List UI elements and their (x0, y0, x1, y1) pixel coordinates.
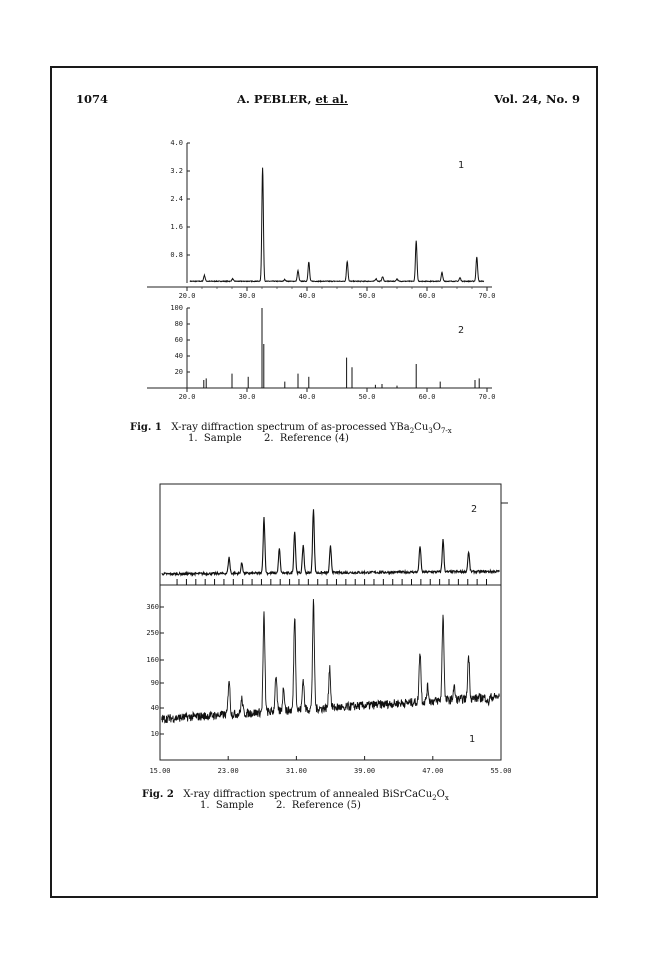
fig1-caption-text: X-ray diffraction spectrum of as-processed YBa (171, 422, 410, 433)
fig2-caption-text: X-ray diffraction spectrum of annealed BiSrCaCu (183, 789, 433, 800)
fig1-sub3: 7-x (440, 427, 452, 435)
fig1-p1-xtick-label: 40.0 (298, 292, 316, 300)
fig1-cu: Cu (414, 422, 429, 433)
fig1-p1-xtick-label: 60.0 (418, 292, 436, 300)
volume-info: Vol. 24, No. 9 (494, 92, 580, 106)
page-number: 1074 (76, 92, 109, 106)
fig2-ytick-label: 160 (146, 656, 159, 664)
fig2-plot-frame (160, 484, 501, 760)
fig1-p2-ytick-label: 20 (174, 368, 183, 376)
fig1-p2-xtick-label: 70.0 (478, 393, 496, 401)
fig1-p1-ytick-label: 1.6 (170, 223, 183, 231)
fig2-panel1-label: 1 (468, 734, 476, 745)
fig2-sub2: x (444, 794, 449, 802)
fig1-sub1: 2 (409, 427, 415, 435)
fig2-xtick-label: 47.00 (422, 767, 444, 775)
fig2-sample-trace (162, 599, 500, 723)
fig1-o: O (432, 422, 441, 433)
fig2-ytick-label: 10 (150, 730, 159, 738)
fig1-p2-ytick-label: 80 (174, 320, 183, 328)
fig1-p1-xtick-label: 30.0 (238, 292, 256, 300)
fig2-xtick-label: 31.00 (285, 767, 307, 775)
fig2-xtick-label: 39.00 (354, 767, 376, 775)
fig1-p1-ytick-label: 2.4 (170, 195, 183, 203)
fig2-ytick-label: 250 (146, 629, 159, 637)
fig2-ytick-label: 360 (146, 603, 159, 611)
fig1-caption-label: Fig. 1 (130, 422, 162, 433)
fig2-xtick-label: 23.00 (217, 767, 239, 775)
fig2-sub1: 2 (432, 794, 437, 802)
fig2-xtick-label: 55.00 (490, 767, 512, 775)
fig1-p2-xtick-label: 30.0 (238, 393, 256, 401)
authors: A. PEBLER, (237, 92, 316, 106)
fig1-p1-ytick-label: 3.2 (170, 167, 183, 175)
fig1-p1-xtick-label: 70.0 (478, 292, 496, 300)
fig2-panel2-label: 2 (470, 504, 478, 515)
fig1-p2-xtick-label: 50.0 (358, 393, 376, 401)
fig1-p1-xtick-label: 50.0 (358, 292, 376, 300)
fig1-p2-xtick-label: 60.0 (418, 393, 436, 401)
fig1-panel2-label: 2 (457, 325, 465, 336)
fig1-panel1-label: 1 (457, 160, 465, 171)
fig2-caption-line2: 1. Sample 2. Reference (5) (200, 800, 361, 811)
fig1-p1-xtick-label: 20.0 (178, 292, 196, 300)
fig1-sub2: 3 (428, 427, 433, 435)
fig2-o: O (436, 789, 445, 800)
fig1-p1-ytick-label: 4.0 (170, 139, 183, 147)
fig1-caption-line2: 1. Sample 2. Reference (4) (188, 433, 349, 444)
fig1-p2-xtick-label: 40.0 (298, 393, 316, 401)
fig1-p1-ytick-label: 0.8 (170, 251, 183, 259)
fig1-p2-ytick-label: 40 (174, 352, 183, 360)
fig1-p2-ytick-label: 100 (170, 304, 183, 312)
fig1-p2-ytick-label: 60 (174, 336, 183, 344)
fig1-sample-trace (190, 168, 484, 282)
fig2-ytick-label: 40 (150, 704, 159, 712)
fig1-p2-xtick-label: 20.0 (178, 393, 196, 401)
fig2-reference-trace (162, 509, 500, 575)
authors-etal: et al. (315, 92, 348, 106)
fig2-xtick-label: 15.00 (149, 767, 171, 775)
fig2-caption-label: Fig. 2 (142, 789, 174, 800)
fig2-ytick-label: 90 (150, 679, 159, 687)
